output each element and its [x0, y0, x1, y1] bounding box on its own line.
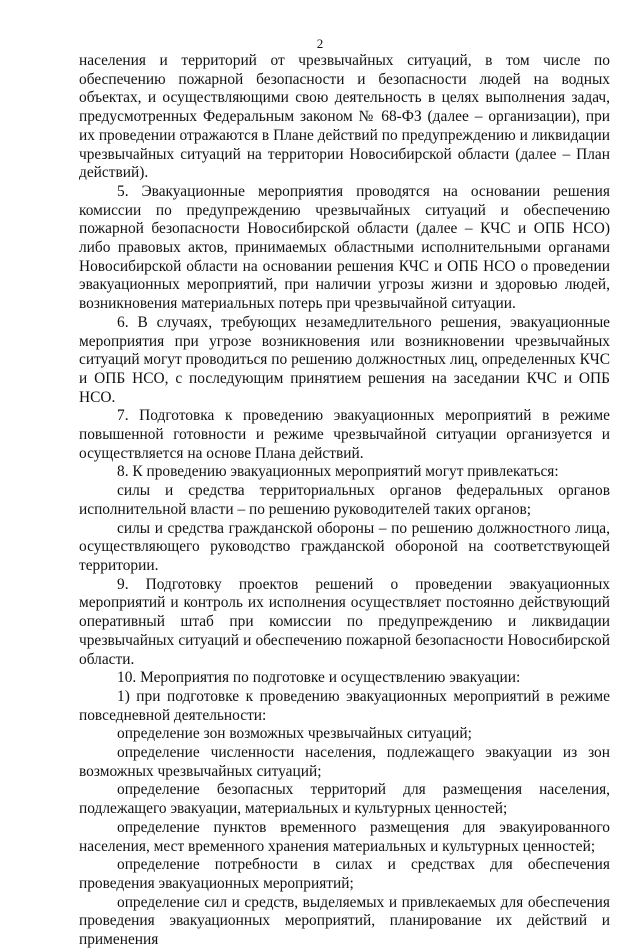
page-number: 2 — [316, 36, 324, 51]
paragraph-continuation: населения и территорий от чрезвычайных ситуаций, в том числе по обеспечению пожарной безопасности и безопасности людей на водных объектах, и осуществляющими свою деятельность в целях выполнения задач, предусмотренных Федеральным законом № 68-ФЗ (далее – организации), при их проведении отражаются в Плане действий по предупреждению и ликвидации чрезвычайных ситуаций на территории Новосибирской области (далее – План действий). — [79, 52, 610, 182]
list-item: определение численности населения, подлежащего эвакуации из зон возможных чрезвычайных ситуаций; — [79, 744, 610, 780]
paragraph-5: 5. Эвакуационные мероприятия проводятся на основании решения комиссии по предупреждению чрезвычайных ситуаций и обеспечению пожарной безопасности Новосибирской области (далее – КЧС и ОПБ НСО) либо правовых актов, принимаемых областными исполнительными органами Новосибирской области на основании решения КЧС и ОПБ НСО о проведении эвакуационных мероприятий, при наличии угрозы жизни и здоровью людей, возникновения материальных потерь при чрезвычайной ситуации. — [79, 182, 610, 313]
paragraph-7: 7. Подготовка к проведению эвакуационных мероприятий в режиме повышенной готовности и режиме чрезвычайной ситуации организуется и осуществляется на основе Плана действий. — [79, 407, 610, 462]
list-item: определение зон возможных чрезвычайных ситуаций; — [117, 725, 472, 743]
list-item: определение пунктов временного размещения для эвакуированного населения, мест временного хранения материальных и культурных ценностей; — [79, 818, 610, 855]
document-body — [79, 52, 610, 950]
list-item: определение сил и средств, выделяемых и привлекаемых для обеспечения проведения эвакуационных мероприятий, планирование их действий и применения — [79, 893, 610, 949]
paragraph-10-item-1: 1) при подготовке к проведению эвакуационных мероприятий в режиме повседневной деятельности: — [79, 687, 610, 724]
list-item: определение потребности в силах и средствах для обеспечения проведения эвакуационных мероприятий; — [79, 856, 610, 892]
paragraph-8: 8. К проведению эвакуационных мероприятий могут привлекаться: — [117, 463, 559, 481]
paragraph-8-item-1: силы и средства территориальных органов федеральных органов исполнительной власти – по решению руководителей таких органов; — [79, 482, 610, 518]
paragraph-9: 9. Подготовку проектов решений о проведении эвакуационных мероприятий и контроль их исполнения осуществляет постоянно действующий оперативный штаб при комиссии по предупреждению и ликвидации чрезвычайных ситуаций и обеспечению пожарной безопасности Новосибирской области. — [79, 575, 610, 668]
paragraph-8-item-2: силы и средства гражданской обороны – по решению должностного лица, осуществляющего руководство гражданской обороной на соответствующей территории. — [79, 519, 610, 574]
list-item: определение безопасных территорий для размещения населения, подлежащего эвакуации, материальных и культурных ценностей; — [79, 781, 610, 818]
paragraph-6: 6. В случаях, требующих незамедлительного решения, эвакуационные мероприятия при угрозе возникновения или возникновении чрезвычайных ситуаций могут проводиться по решению должностных лиц, определенных КЧС и ОПБ НСО, с последующим принятием решения на заседании КЧС и ОПБ НСО. — [79, 313, 610, 406]
paragraph-10: 10. Мероприятия по подготовке и осуществлению эвакуации: — [117, 669, 521, 687]
